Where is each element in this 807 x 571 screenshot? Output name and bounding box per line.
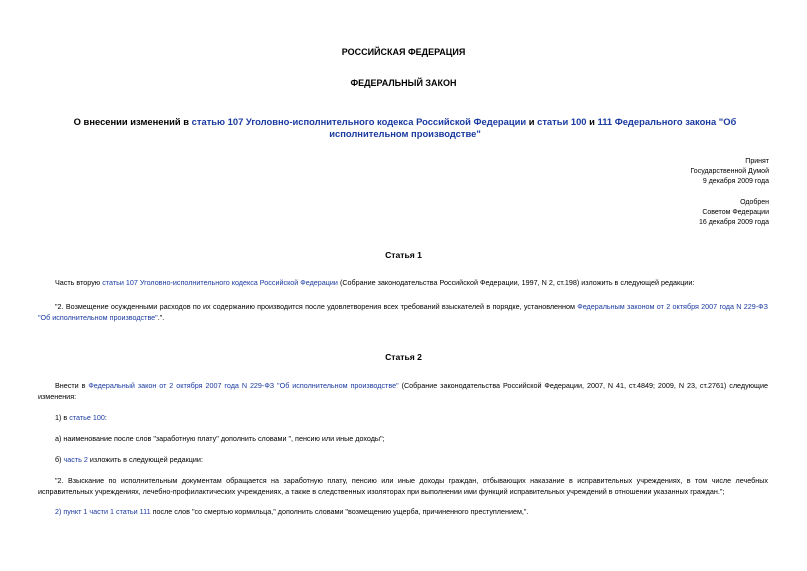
paragraph-text: изложить в следующей редакции:: [87, 455, 203, 464]
paragraph-text: "2. Возмещение осужденными расходов по их содержанию производится после удовлетворения всех требований взыскателей в порядке, установленном: [55, 302, 578, 311]
title-prefix: О внесении изменений в: [73, 116, 192, 127]
link-federal-law-229[interactable]: Федеральный закон от 2 октября 2007 года N 229-ФЗ "Об исполнительном производстве": [88, 381, 399, 390]
adoption-line: 9 декабря 2009 года: [702, 178, 769, 185]
adoption-block-council: [699, 198, 769, 228]
adoption-block-duma: [690, 157, 769, 187]
paragraph-text: Внести в: [55, 381, 89, 390]
adoption-line: Советом Федерации: [702, 209, 769, 216]
title-link-federal-law[interactable]: Федерального закона "Об исполнительном производстве": [329, 116, 737, 139]
paragraph-text: б): [55, 455, 64, 464]
paragraph-text: Часть вторую: [55, 278, 103, 287]
link-article-100[interactable]: статье 100: [69, 413, 105, 422]
link-federal-law-229[interactable]: Федеральным законом от 2 октября 2007 года N 229-ФЗ "Об исполнительном производстве": [38, 302, 768, 322]
item-b: [38, 455, 768, 466]
title-mid: и: [526, 116, 538, 127]
link-article-111-clause[interactable]: 2) пункт 1 части 1 статьи 111: [55, 507, 151, 516]
title-link-article-111[interactable]: 111: [597, 116, 613, 127]
title-mid: и: [586, 116, 598, 127]
title-link-article-100[interactable]: статьи 100: [537, 116, 587, 127]
item-2: [38, 507, 768, 518]
adoption-line: Одобрен: [740, 199, 769, 206]
article-2-paragraph-1: [38, 381, 768, 402]
paragraph-text: (Собрание законодательства Российской Федерации, 1997, N 2, ст.198) изложить в следующей редакции:: [337, 278, 695, 287]
paragraph-text: :: [104, 413, 107, 422]
item-1: [38, 413, 768, 424]
adoption-line: 16 декабря 2009 года: [698, 219, 769, 226]
adoption-line: Государственной Думой: [690, 168, 769, 175]
adoption-line: Принят: [745, 158, 769, 165]
article-1-heading: Статья 1: [385, 250, 422, 260]
article-1-paragraph-2: [38, 302, 768, 323]
paragraph-text: .".: [157, 312, 165, 322]
link-part-2[interactable]: часть 2: [63, 455, 88, 464]
country-heading: РОССИЙСКАЯ ФЕДЕРАЦИЯ: [341, 47, 466, 57]
paragraph-text: (Собрание законодательства Российской Федерации, 2007, N 41, ст.4849; 2009, N 23, ст.2761) следующие изменения:: [38, 381, 768, 401]
law-type-heading: ФЕДЕРАЛЬНЫЙ ЗАКОН: [350, 78, 457, 88]
title-link-article-107[interactable]: статью 107 Уголовно-исполнительного кодекса Российской Федерации: [191, 116, 527, 127]
paragraph-text: 1) в: [55, 413, 70, 422]
law-title: [40, 116, 770, 140]
article-2-heading: Статья 2: [385, 352, 422, 362]
quoted-part-2: "2. Взыскание по исполнительным документам обращается на заработную плату, пенсию или иные доходы граждан, отбывающих наказание в исправительных учреждениях, в том числе лечебных исправительных учреждениях, лечебно-профилактических учреждениях, а также в следственных изоляторах при выполнении ими функций исправительных учреждений в отношении указанных граждан.";: [38, 476, 768, 496]
article-1-paragraph-1: [38, 278, 768, 289]
paragraph-text: после слов "со смертью кормильца," дополнить словами "возмещению ущерба, причиненного преступлением,".: [150, 507, 529, 516]
link-article-107[interactable]: статьи 107 Уголовно-исполнительного кодекса Российской Федерации: [102, 278, 338, 287]
item-a: а) наименование после слов "заработную плату" дополнить словами ", пенсию или иные доходы";: [55, 434, 385, 443]
